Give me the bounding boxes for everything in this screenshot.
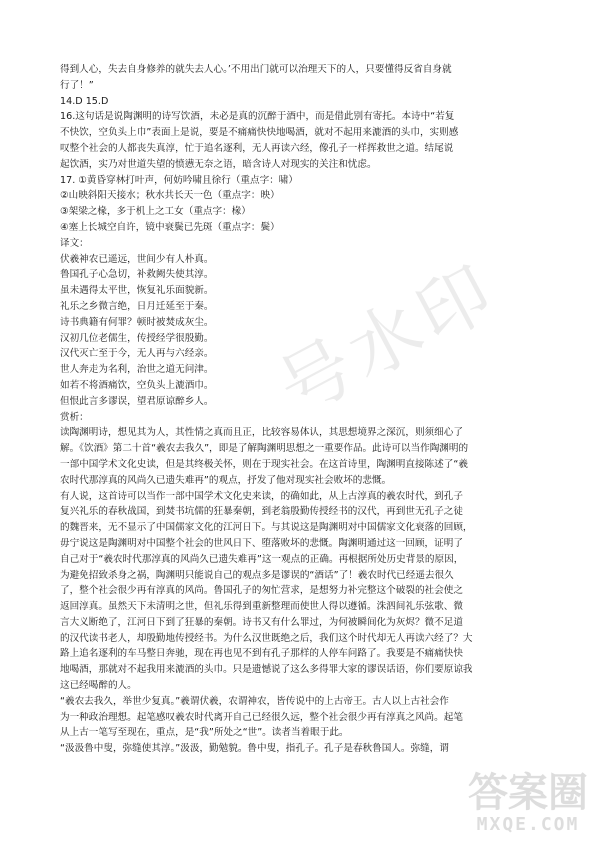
text-line: 为一种政治理想。起笔感叹羲农时代离开自己已经很久远，整个社会很少再有淳真之风尚。起笔: [60, 711, 463, 723]
text-line: 译文：: [60, 237, 89, 249]
text-line: 一部中国学术文化史读，但是其终极关怀，则在于现实社会。在这首诗里，陶渊明直接陈述了“羲: [60, 458, 468, 470]
text-line: 伏羲神农已遥远，世间少有人朴真。: [60, 253, 214, 265]
text-line: 复兴礼乐的春秋战国，到焚书坑儒的狂暴秦朝，到老翁殷勤传授经书的汉代，再到世无孔子之徒: [60, 506, 463, 518]
text-line: 诗书典籍有何罪？顿时被焚成灰尘。: [60, 316, 214, 328]
watermark: 号水印: [264, 247, 511, 432]
text-line: “汲汲鲁中叟，弥缝使其淳。”汲汲，勤勉貌。鲁中叟，指孔子。孔子是春秋鲁国人。弥缝，谓: [60, 743, 449, 755]
text-line: 了，整个社会很少再有淳真的风尚。鲁国孔子的匆忙营求，是想努力补完整这个破裂的社会使之: [60, 585, 463, 597]
text-line: 的汉代读书老人，却殷勤地传授经书。为什么汉世既绝之后，我们这个时代却无人再读六经了？大: [60, 632, 473, 644]
text-line: ④塞上长城空自许，镜中衰鬓已先斑（重点字：鬓）: [60, 221, 280, 233]
text-line: 得到人心，失去自身修养的就失去人心。’不用出门就可以治理天下的人，只要懂得反省自身就: [60, 64, 452, 75]
text-line: ②山映斜阳天接水；秋水共长天一色（重点字：映）: [60, 190, 280, 202]
text-line: 赏析：: [60, 411, 89, 423]
logo-domain: MXQE.COM: [476, 814, 580, 835]
text-line: 返回淳真。虽然天下未清明之世，但礼乐得到重新整理而使世人得以遵循。洙泗间礼乐弦歌、微: [60, 601, 463, 613]
text-line: 叹整个社会的人都丧失真淳，忙于追名逐利，无人再读六经，像孔子一样挥救世之道。结尾说: [60, 142, 454, 154]
text-line: 行了！”: [60, 79, 94, 91]
text-line: ③架梁之椽，多于机上之工女（重点字：椽）: [60, 206, 251, 218]
text-line: 这已经喝醉的人。: [60, 680, 137, 692]
text-line: 地喝酒，那就对不起我用来漉酒的头巾。只是遗憾说了这么多得罪大家的谬误话语，你们要原谅我: [60, 664, 473, 676]
text-line: 的魏晋来，无不显示了中国儒家文化的江河日下。与其说这是陶渊明对中国儒家文化衰落的回顾，: [60, 522, 473, 534]
text-line: 起饮酒，实乃对世道失望的愤懑无奈之语，暗含诗人对现实的关注和忧虑。: [60, 158, 377, 170]
text-line: 从上古一笔写至现在，重点，是“我”所处之“世”。读者当着眼于此。: [60, 727, 349, 739]
text-line: 读陶渊明诗，想见其为人，其性情之真而且正，比较容易体认，其思想境界之深沉，则须细心了: [60, 427, 463, 439]
text-line: 农时代那淳真的风尚久已遗失难再”的观点，抒发了他对现实社会败坏的悲慨。: [60, 474, 392, 486]
logo-text: 答案圈: [468, 770, 588, 816]
text-line: “羲农去我久，举世少复真。”羲谓伏羲，农谓神农，皆传说中的上古帝王。古人以上古社会作: [60, 695, 449, 707]
text-line: 毋宁说这是陶渊明对中国整个社会的世风日下、堕落败坏的悲慨。陶渊明通过这一回顾，证明了: [60, 537, 463, 549]
text-line: 言大义断绝了，江河日下到了狂暴的秦朝。诗书又有什么罪过，为何被瞬间化为灰烬？微不足道: [60, 616, 463, 628]
text-line: 为避免招致杀身之祸，陶渊明只能说自己的观点多是谬误的“酒话”了！羲农时代已经遥去很久: [60, 569, 454, 581]
text-line: 鲁国孔子心急切，补救阙失使其淳。: [60, 269, 214, 281]
text-line: 如若不将酒痛饮，空负头上漉酒巾。: [60, 379, 214, 391]
text-line: 16.这句话是说陶渊明的诗写饮酒，未必是真的沉醉于酒中，而是借此别有寄托。本诗中“若复: [60, 111, 455, 123]
text-line: 解。《饮酒》第二十首“羲农去我久”，即是了解陶渊明思想之一重要作品。此诗可以当作陶渊明的: [60, 443, 469, 455]
text-line: 路上追名逐利的车马整日奔驰，现在再也见不到有孔子那样的人停车问路了。我要是不痛痛快快: [60, 648, 463, 660]
text-line: 自己对于“羲农时代那淳真的风尚久已遗失难再”这一观点的正确。再根据所处历史背景的原因，: [60, 553, 464, 565]
text-line: 汉初几位老儒生，传授经学很殷勤。: [60, 332, 214, 344]
text-line: 14.D 15.D: [60, 95, 109, 107]
text-line: 虽未遇得太平世，恢复礼乐面貌新。: [60, 285, 214, 297]
text-line: 礼乐之乡微言绝，日月迁延至于秦。: [60, 300, 214, 312]
text-line: 有人说，这首诗可以当作一部中国学术文化史来读，的确如此，从上古淳真的羲农时代，到孔子: [60, 490, 463, 502]
text-line: 但恨此言多谬误，望君原谅醉乡人。: [60, 395, 214, 407]
site-logo: [468, 772, 588, 838]
text-line: 17. ①黄昏穿林打叶声，何妨吟啸且徐行（重点字：啸）: [60, 174, 298, 186]
text-line: 汉代灭亡至于今，无人再与六经亲。: [60, 348, 214, 360]
text-line: 世人奔走为名利，治世之道无问津。: [60, 364, 214, 376]
text-line: 不快饮，空负头上巾”表面上是说，要是不痛痛快快地喝酒，就对不起用来漉酒的头巾，实则感: [60, 127, 459, 139]
